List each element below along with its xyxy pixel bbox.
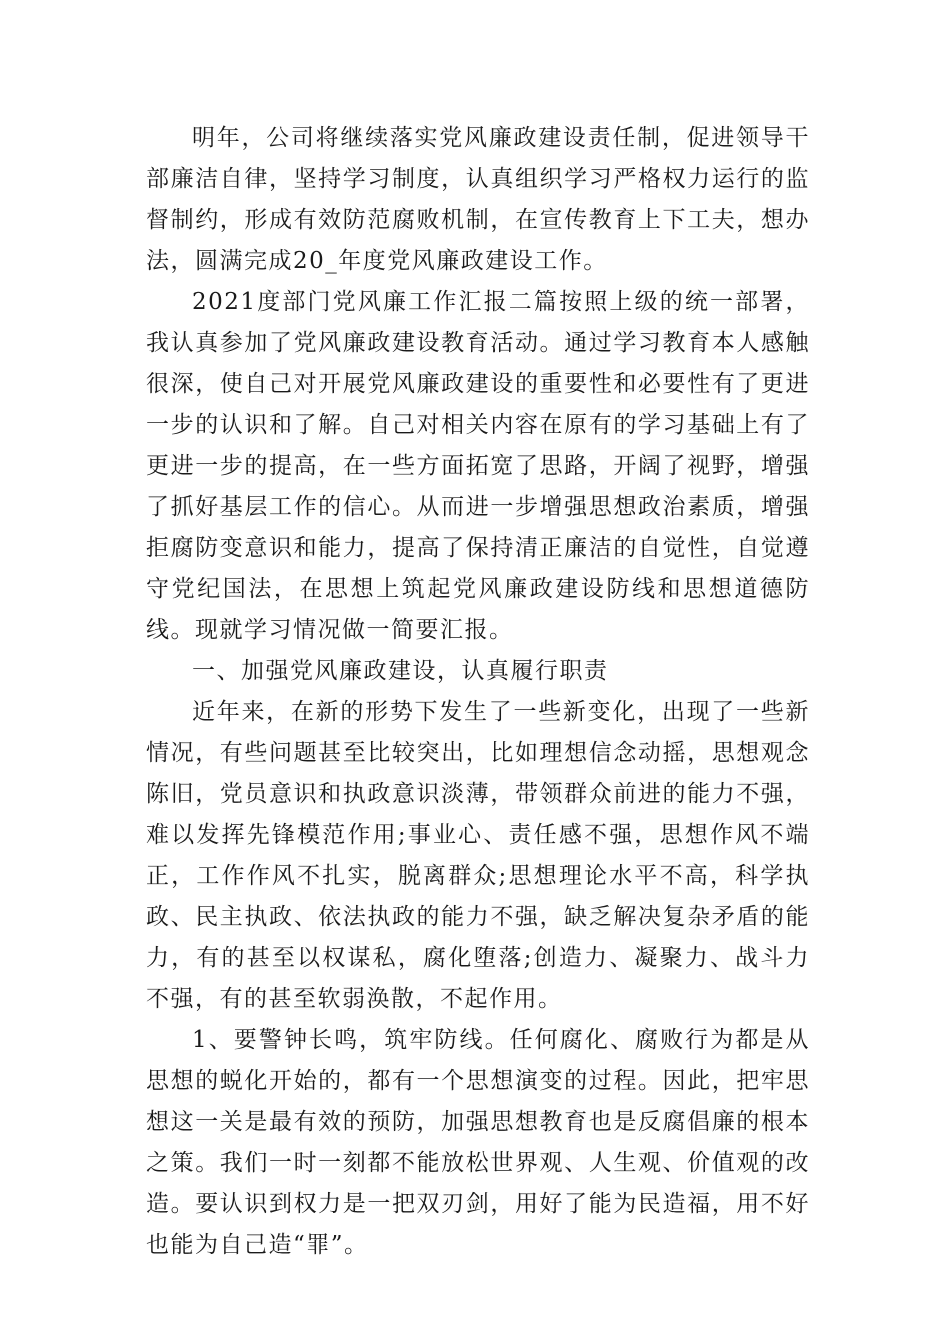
- paragraph-point-1: 1、要警钟长鸣，筑牢防线。任何腐化、腐败行为都是从思想的蜕化开始的，都有一个思想演变的过程。因此，把牢思想这一关是最有效的预防，加强思想教育也是反腐倡廉的根本之策。我们一时一刻都不能放松世界观、人生观、价值观的改造。要认识到权力是一把双刃剑，用好了能为民造福，用不好也能为自己造“罪”。: [146, 1027, 810, 1258]
- document-body: [146, 118, 810, 1266]
- paragraph-report-intro: 2021度部门党风廉工作汇报二篇按照上级的统一部署，我认真参加了党风廉政建设教育活动。通过学习教育本人感触很深，使自己对开展党风廉政建设的重要性和必要性有了更进一步的认识和了解。自己对相关内容在原有的学习基础上有了更进一步的提高，在一些方面拓宽了思路，开阔了视野，增强了抓好基层工作的信心。从而进一步增强思想政治素质，增强拒腐防变意识和能力，提高了保持清正廉洁的自觉性，自觉遵守党纪国法，在思想上筑起党风廉政建设防线和思想道德防线。现就学习情况做一简要汇报。: [146, 289, 810, 643]
- section-heading-1: 一、加强党风廉政建设，认真履行职责: [192, 658, 609, 684]
- paragraph-new-situation: 近年来，在新的形势下发生了一些新变化，出现了一些新情况，有些问题甚至比较突出，比如理想信念动摇，思想观念陈旧，党员意识和执政意识淡薄，带领群众前进的能力不强，难以发挥先锋模范作用;事业心、责任感不强，思想作风不端正，工作作风不扎实，脱离群众;思想理论水平不高，科学执政、民主执政、依法执政的能力不强，缺乏解决复杂矛盾的能力，有的甚至以权谋私，腐化堕落;创造力、凝聚力、战斗力不强，有的甚至软弱涣散，不起作用。: [146, 699, 810, 1012]
- paragraph-closing-plan: 明年，公司将继续落实党风廉政建设责任制，促进领导干部廉洁自律，坚持学习制度，认真组织学习严格权力运行的监督制约，形成有效防范腐败机制，在宣传教育上下工夫，想办法，圆满完成20_年度党风廉政建设工作。: [146, 125, 810, 274]
